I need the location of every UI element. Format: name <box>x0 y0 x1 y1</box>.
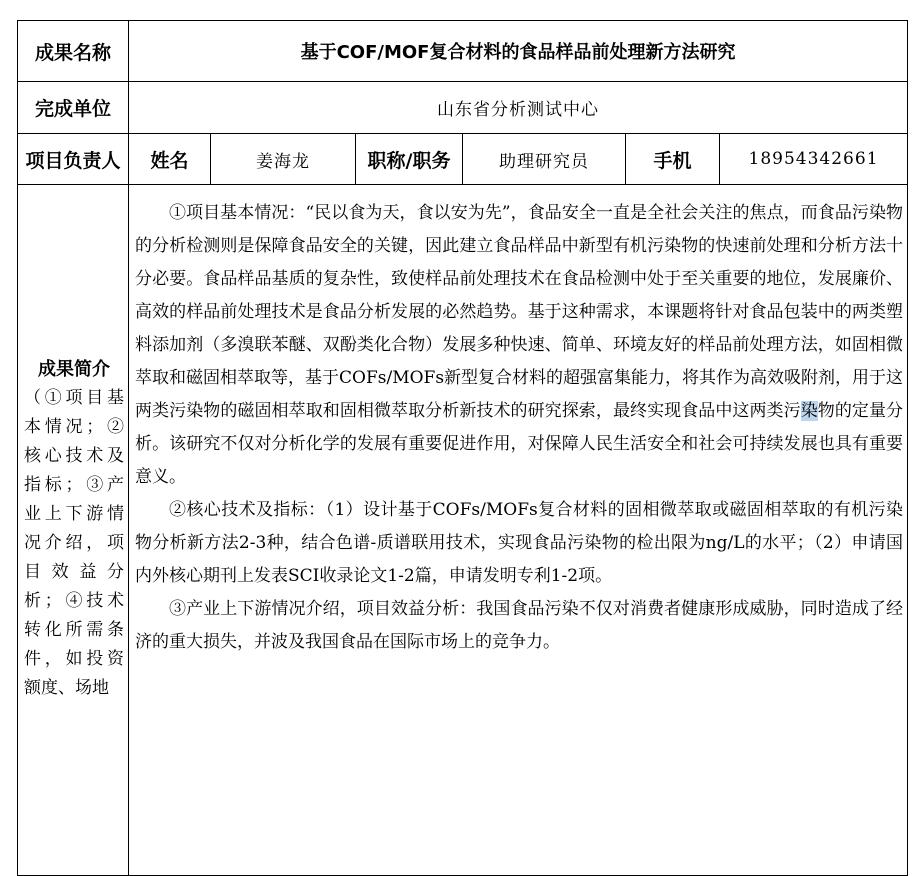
row-achievement-name <box>18 21 908 82</box>
achievement-name-label: 成果名称 <box>18 21 129 82</box>
name-label: 姓名 <box>129 134 211 185</box>
phone-value: 18954342661 <box>720 134 908 185</box>
achievement-form-table <box>17 20 908 876</box>
summary-content <box>129 185 908 876</box>
paragraph-basic-info <box>135 197 903 494</box>
row-project-leader <box>18 134 908 185</box>
title-value: 助理研究员 <box>463 134 626 185</box>
name-value: 姜海龙 <box>211 134 356 185</box>
p1-text-after: 物的定量分析。该研究不仅对分析化学的发展有重要促进作用，对保障人民生活安全和社会可持续发展也具有重要意义。 <box>135 401 904 487</box>
phone-label: 手机 <box>626 134 720 185</box>
leader-label: 项目负责人 <box>18 134 129 185</box>
unit-label: 完成单位 <box>18 82 129 134</box>
title-label: 职称/职务 <box>356 134 463 185</box>
selected-text-highlight[interactable]: 染 <box>800 401 818 421</box>
achievement-name-value: 基于COF/MOF复合材料的食品样品前处理新方法研究 <box>129 21 908 82</box>
unit-value: 山东省分析测试中心 <box>129 82 908 134</box>
row-summary <box>18 185 908 876</box>
summary-label: 成果简介 <box>38 359 110 380</box>
summary-label-cell <box>18 185 129 876</box>
paragraph-core-tech: ②核心技术及指标：（1）设计基于COFs/MOFs复合材料的固相微萃取或磁固相萃取的有机污染物分析新方法2-3种，结合色谱-质谱联用技术，实现食品污染物的检出限为ng/L的水平；（2）申请国内外核心期刊上发表SCI收录论文1-2篇，申请发明专利1-2项。 <box>135 500 904 586</box>
summary-hint: （①项目基本情况；②核心技术及指标；③产业上下游情况介绍，项目效益分析；④技术转化所需条件，如投资额度、场地 <box>24 388 124 698</box>
row-unit <box>18 82 908 134</box>
p1-text-before: ①项目基本情况：“民以食为天，食以安为先”，食品安全一直是全社会关注的焦点，而食品污染物的分析检测则是保障食品安全的关键，因此建立食品样品中新型有机污染物的快速前处理和分析方法十分必要。食品样品基质的复杂性，致使样品前处理技术在食品检测中处于至关重要的地位，发展廉价、高效的样品前处理技术是食品分析发展的必然趋势。基于这种需求，本课题将针对食品包装中的两类塑料添加剂（多溴联苯醚、双酚类化合物）发展多种快速、简单、环境友好的样品前处理方法，如固相微萃取和磁固相萃取等，基于COFs/MOFs新型复合材料的超强富集能力，将其作为高效吸附剂，用于这两类污染物的磁固相萃取和固相微萃取分析新技术的研究探索，最终实现食品中这两类污 <box>135 203 904 421</box>
paragraph-industry: ③产业上下游情况介绍，项目效益分析：我国食品污染不仅对消费者健康形成威胁，同时造成了经济的重大损失，并波及我国食品在国际市场上的竞争力。 <box>135 599 904 652</box>
